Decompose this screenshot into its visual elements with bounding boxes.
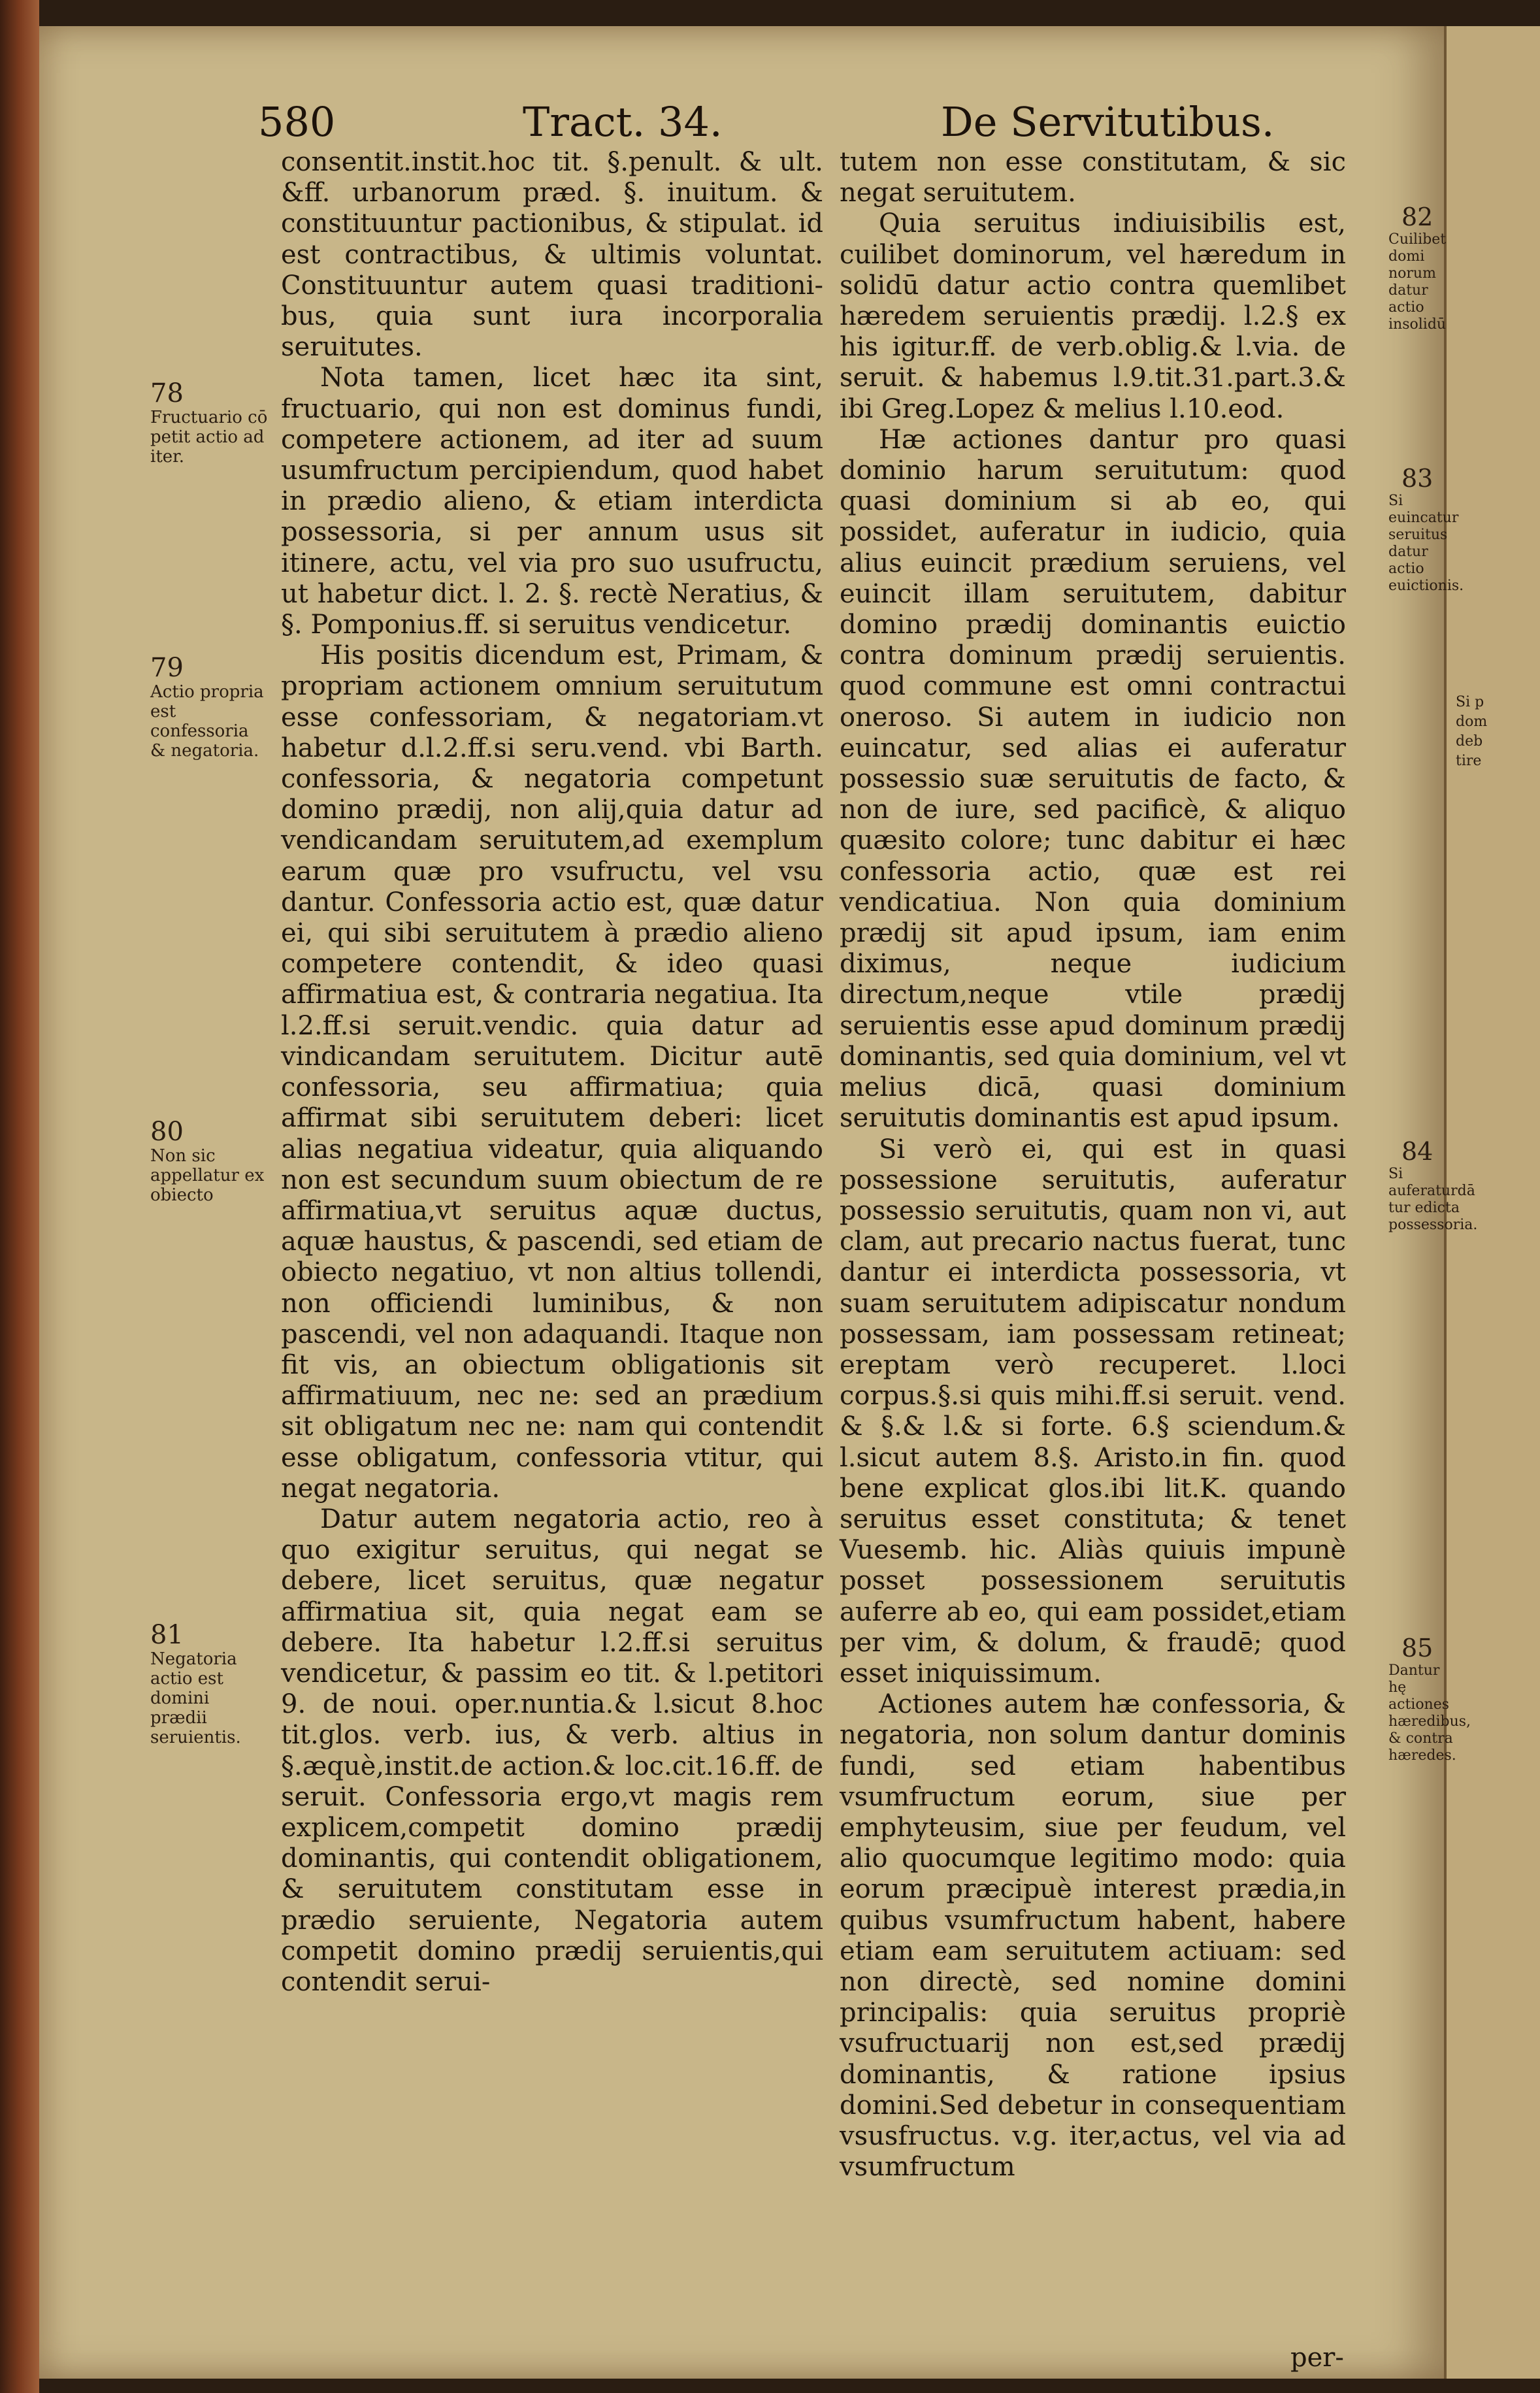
paragraph: Quia seruitus indiuisibilis est, cuilibet dominorum, vel hæredum in solidū datur actio contra quemlibet hæredem seruientis prædij. l.2.§ ex his igitur.ff. de verb.oblig.& l.via. de seruit. & habemus l.9.tit.31.part.3.& ibi Greg.Lopez & melius l.10.eod. [840,208,1346,424]
margin-number: 78 [150,378,184,408]
margin-number: 80 [150,1117,184,1147]
margin-number: 81 [150,1620,184,1650]
margin-number: 85 [1401,1634,1434,1662]
right-text-column [840,147,1346,2183]
next-page-fragment: deb [1456,733,1483,750]
paragraph: Hæ actiones dantur pro quasi dominio harum seruitutum: quod quasi dominium si ab eo, qui possidet, auferatur in iudicio, quia alius euincit prædium seruiens, vel euincit illam seruitutem, dabitur domino prædij dominantis euictio contra dominum prædij seruientis. quod commune est omni contractui oneroso. Si autem in iudicio non euincatur, sed alias ei auferatur possessio suæ seruitutis de facto, & non de iure, sed pacificè, & aliquo quæsito colore; tunc dabitur ei hæc confessoria actio, quæ est rei vendicatiua. Non quia dominium prædij sit apud ipsum, iam enim diximus, neque iudicium directum,neque vtile prædij seruientis esse apud dominum prædij dominantis, sed quia dominium, vel vt melius dicā, quasi dominium seruitutis dominantis est apud ipsum. [840,424,1346,1134]
page-number: 580 [258,98,336,146]
margin-number: 83 [1401,464,1434,493]
next-page-fragment: tire [1456,753,1482,769]
margin-number: 84 [1401,1137,1434,1166]
margin-number: 82 [1401,203,1434,231]
running-title: De Servitutibus. [941,98,1275,146]
paragraph: Actiones autem hæ confessoria, & negatoria, non solum dantur dominis fundi, sed etiam habentibus vsumfructum eorum, siue per emphyteusim, siue per feudum, vel alio quocumque legitimo modo: quia eorum præcipuè interest prædia,in quibus vsumfructum habent, habere etiam eam seruitutem actiuam: sed non directè, sed nomine domini principalis: quia seruitus propriè vsufructuarij non est,sed prædij dominantis, & ratione ipsius domini.Sed debetur in consequentiam vsusfructus. v.g. iter,actus, vel via ad vsumfructum [840,1689,1346,2183]
margin-text: Si euincatur seruitus datur actio euictionis. [1388,493,1464,594]
margin-text: Si auferaturdā tur edicta possessoria. [1388,1166,1478,1233]
next-page-fragment: Si p [1456,694,1484,710]
margin-text: Fructuario cō petit actio ad iter. [150,408,268,467]
margin-note [1388,1634,1471,1764]
paragraph: His positis dicendum est, Primam, & propriam actionem omnium seruitutum esse confessoriam, & negatoriam.vt habetur d.l.2.ff.si seru.vend. vbi Barth. confessoria, & negatoria competunt domino prædij, non alij,quia datur ad vendicandam seruitutem,ad exemplum earum quæ pro vsufructu, vel vsu dantur. Confessoria actio est, quæ datur ei, qui sibi seruitutem à prædio alieno competere contendit, & ideo quasi affirmatiua est, & contraria negatiua. Ita l.2.ff.si seruit.vendic. quia datur ad vindicandam seruitutem. Dicitur autē confessoria, seu affirmatiua; quia affirmat sibi seruitutem deberi: licet alias negatiua videatur, quia aliquando non est secundum suum obiectum de re affirmatiua,vt seruitus aquæ ductus, aquæ haustus, & pascendi, sed etiam de obiecto negatiuo, vt non altius tollendi, non officiendi luminibus, & non pascendi, vel non adaquandi. Itaque non fit vis, an obiectum obligationis sit affirmatiuum, nec ne: sed an prædium sit obligatum nec ne: nam qui contendit esse obligatum, confessoria vtitur, qui negat negatoria. [281,640,823,1504]
paragraph: consentit.instit.hoc tit. §.penult. & ult. &ff. urbanorum præd. §. inuitum. & constituuntur pactionibus, & stipulat. id est contractibus, & ultimis voluntat. Constituuntur autem quasi traditioni-bus, quia sunt iura incorporalia seruitutes. [281,147,823,363]
margin-text: Negatoria actio est domini prædii seruientis. [150,1649,241,1747]
margin-note [1388,464,1464,595]
paragraph: Nota tamen, licet hæc ita sint, fructuario, qui non est dominus fundi, competere actionem, ad iter ad suum usumfructum percipiendum, quod habet in prædio alieno, & etiam interdicta possessoria, si per annum usus sit itinere, actu, vel via pro suo usufructu, ut habetur dict. l. 2. §. rectè Neratius, & §. Pomponius.ff. si seruitus vendicetur. [281,363,823,640]
book-edge [0,0,39,2393]
catchword: per- [1290,2343,1344,2373]
margin-text: Cuilibet domi norum datur actio insolidū [1388,231,1447,333]
margin-note [1388,1137,1478,1234]
margin-text: Non sic appellatur ex obiecto [150,1146,265,1205]
margin-note [150,1621,268,1747]
margin-note [150,1117,268,1205]
next-page-fragment: dom [1456,714,1488,730]
margin-text: Actio propria est confessoria & negatoria. [150,682,264,761]
margin-number: 79 [150,653,184,683]
margin-text: Dantur hę actiones hæredibus, & contra hæredes. [1388,1662,1471,1764]
paragraph: tutem non esse constitutam, & sic negat seruitutem. [840,147,1346,208]
left-text-column [281,147,823,1998]
paragraph: Si verò ei, qui est in quasi possessione seruitutis, auferatur possessio seruitutis, quam non vi, aut clam, aut precario nactus fuerat, tunc dantur ei interdicta possessoria, vt suam seruitutem adipiscatur nondum possessam, iam possessam retineat; ereptam verò recuperet. l.loci corpus.§.si quis mihi.ff.si seruit. vend. & §.& l.& si forte. 6.§ sciendum.& l.sicut autem 8.§. Aristo.in fin. quod bene explicat glos.ibi lit.K. quando seruitus esset constituta; & tenet Vuesemb. hic. Aliàs quiuis impunè posset possessionem seruitutis auferre ab eo, qui eam possidet,etiam per vim, & dolum, & fraudē; quod esset iniquissimum. [840,1134,1346,1689]
margin-note [150,653,268,761]
paragraph: Datur autem negatoria actio, reo à quo exigitur seruitus, qui negat se debere, licet seruitus, quæ negatur affirmatiua sit, quia negat eam se debere. Ita habetur l.2.ff.si seruitus vendicetur, & passim eo tit. & l.petitori 9. de noui. oper.nuntia.& l.sicut 8.hoc tit.glos. verb. ius, & verb. altius in §.æquè,instit.de action.& loc.cit.16.ff. de seruit. Confessoria ergo,vt magis rem explicem,competit domino prædij dominantis, qui contendit obligationem, & seruitutem constitutam esse in prædio seruiente, Negatoria autem competit domino prædij seruientis,qui contendit serui- [281,1504,823,1997]
tract-heading: Tract. 34. [523,98,723,146]
margin-note [150,379,268,467]
margin-note [1388,203,1460,333]
